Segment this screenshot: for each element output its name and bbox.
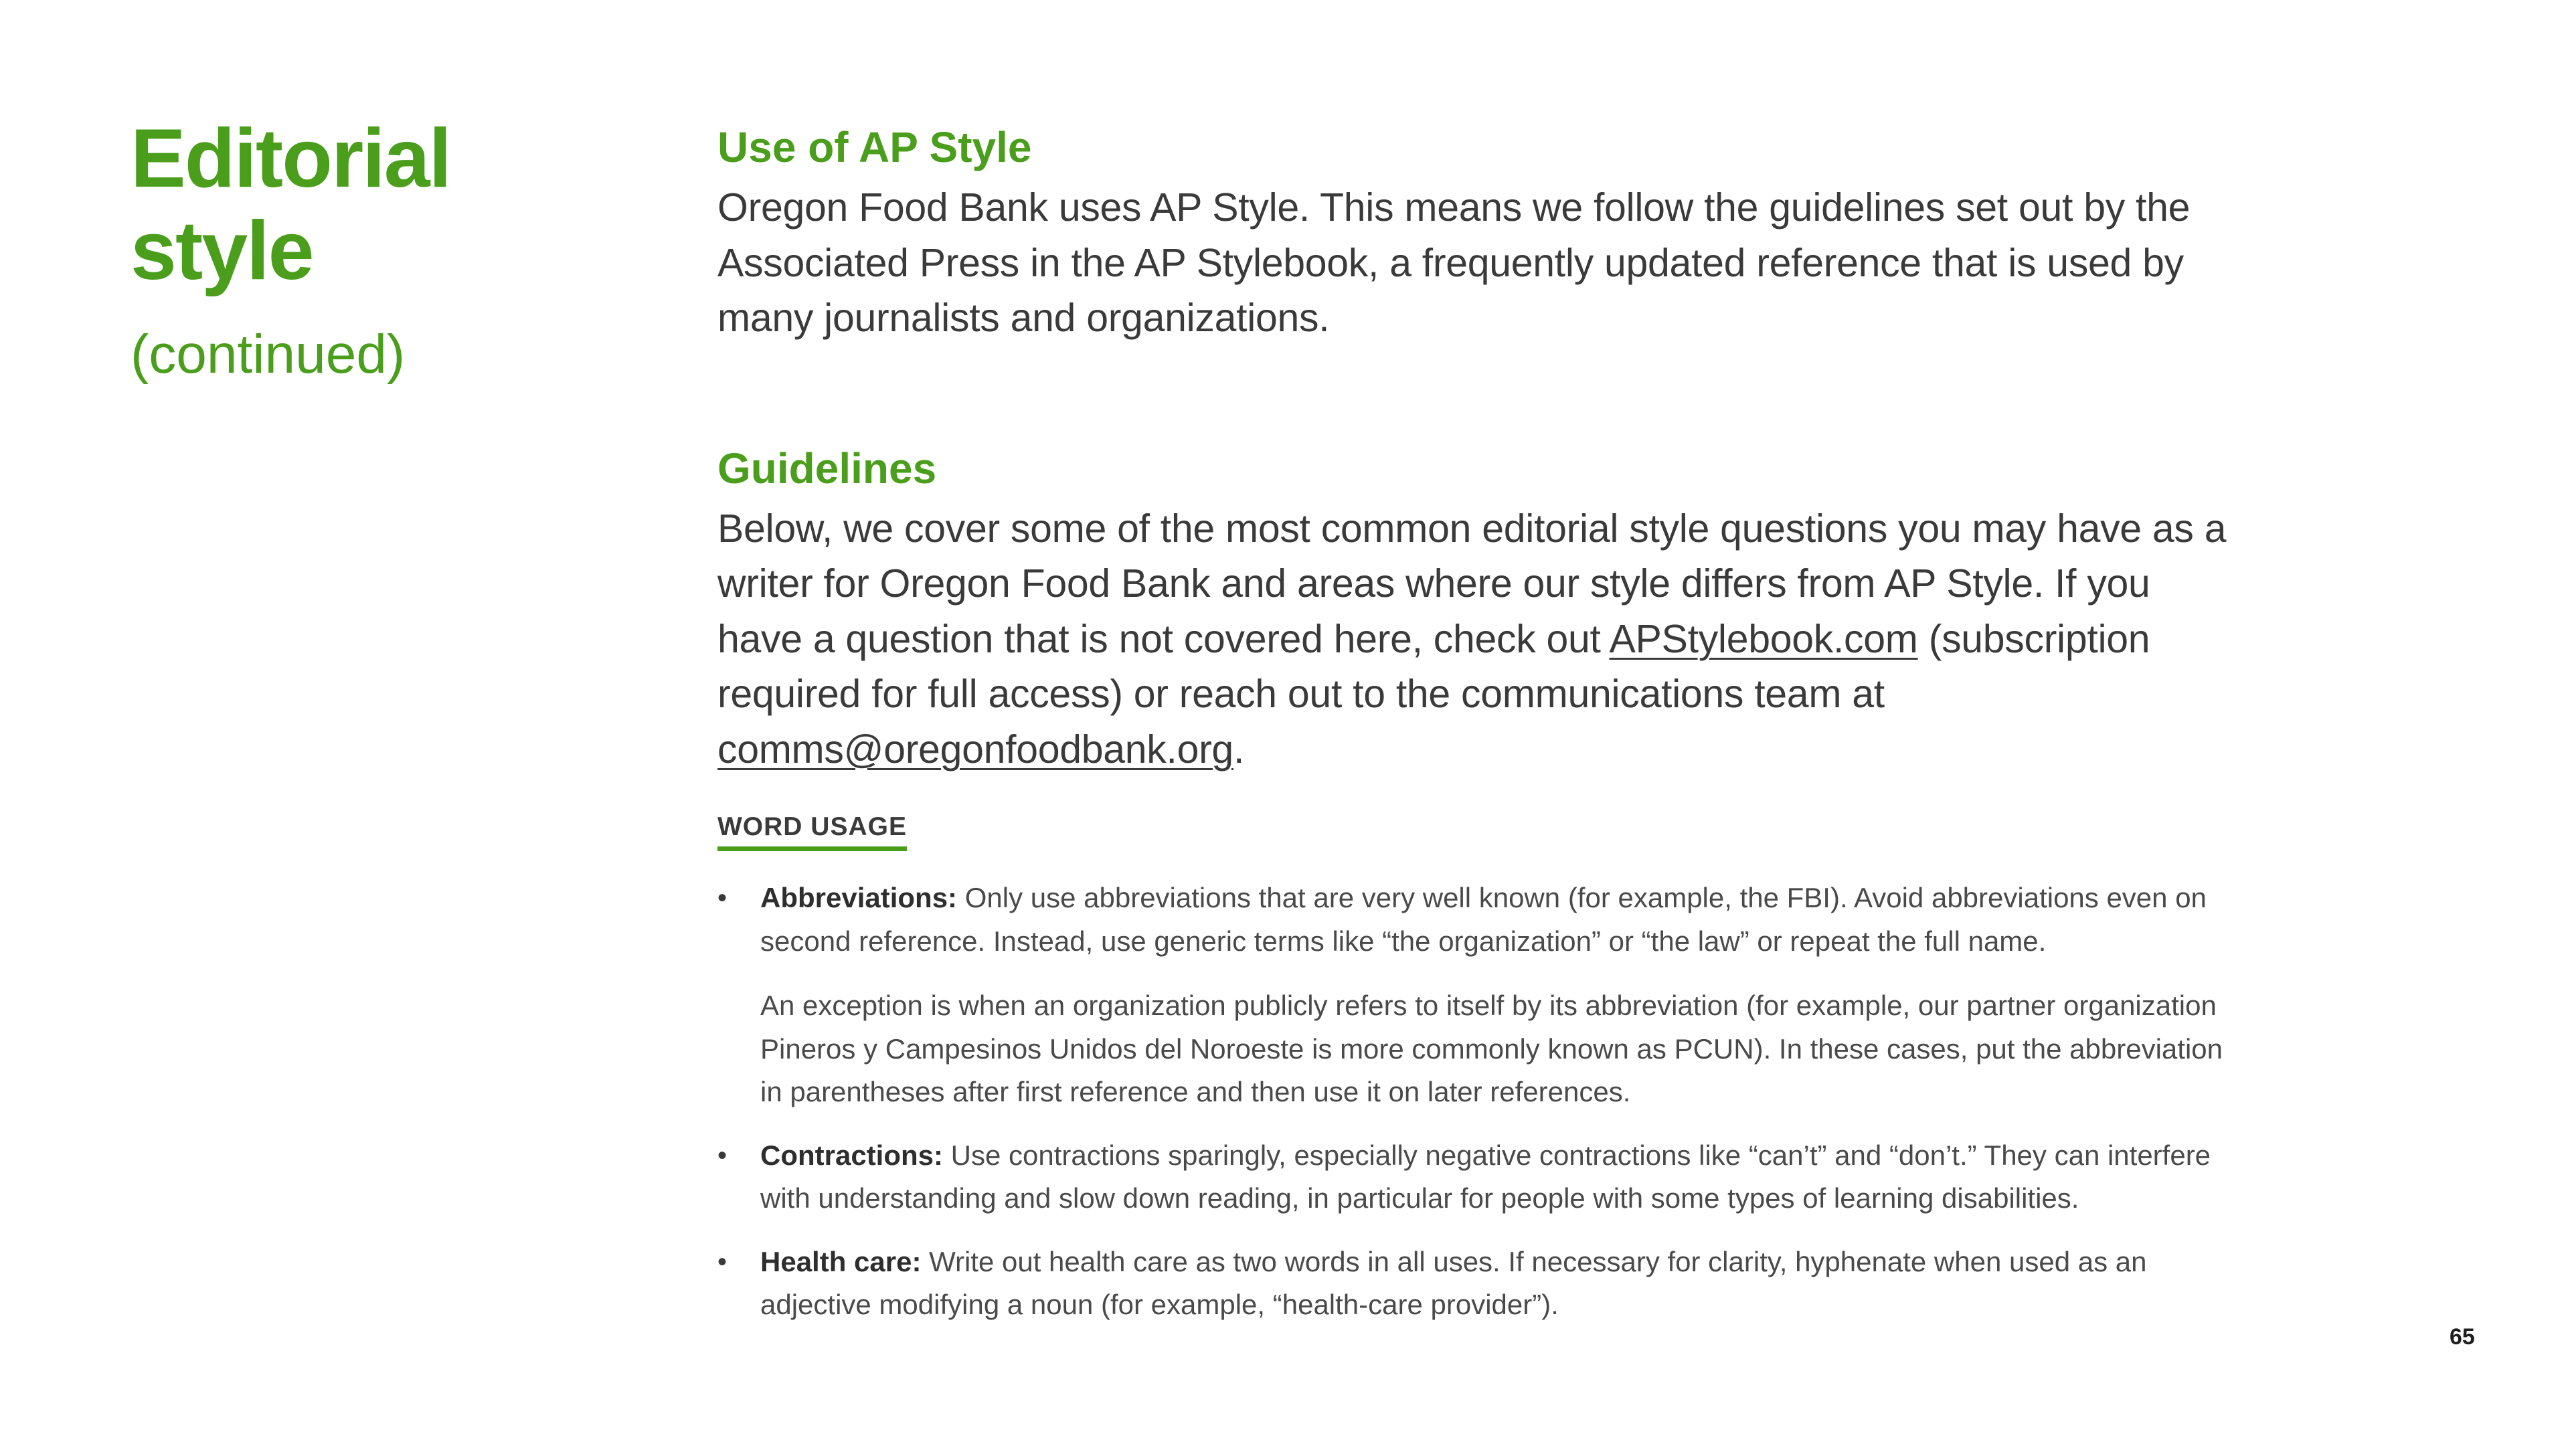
abbreviations-exception: An exception is when an organization publicly refers to itself by its abbreviation (for example, our partner organization Pineros y Campesinos Unidos del Noroeste is more commonly known as PCUN). In these cases, put the abbreviation in parentheses after first reference and then use it on later references. <box>760 990 2223 1107</box>
term-description: Use contractions sparingly, especially negative contractions like “can’t” and “don’t.” They can interfere with understanding and slow down reading, in particular for people with some types of learning disabilities. <box>760 1139 2211 1214</box>
list-item-health-care <box>717 1241 2230 1327</box>
word-usage-list <box>717 877 2230 1327</box>
guidelines-heading: Guidelines <box>717 444 937 492</box>
page-number: 65 <box>2450 1324 2475 1350</box>
guidelines-text-part1: Below, we cover some of the most common editorial style questions you may have as a writer for Oregon Food Bank and areas where our style differs from AP Style. If you have a question that is not covered here, check out <box>717 506 2227 661</box>
term-label: Contractions: <box>760 1139 943 1171</box>
term-label: Health care: <box>760 1245 922 1277</box>
ap-style-heading: Use of AP Style <box>717 123 1032 171</box>
list-item-text <box>760 1134 2230 1220</box>
page-subtitle: (continued) <box>131 324 406 385</box>
list-item-text <box>760 877 2230 963</box>
term-description: Only use abbreviations that are very well known (for example, the FBI). Avoid abbreviations even on second reference. Instead, use generic terms like “the organization” or “the law” or repeat the full name. <box>760 882 2207 957</box>
term-description: Write out health care as two words in all uses. If necessary for clarity, hyphenate when used as an adjective modifying a noun (for example, “health-care provider”). <box>760 1245 2147 1320</box>
list-item-abbreviations <box>717 877 2230 1114</box>
guidelines-body <box>717 501 2230 778</box>
bullet-icon: • <box>717 883 727 913</box>
list-item-contractions <box>717 1134 2230 1220</box>
main-content <box>717 117 2230 1347</box>
word-usage-heading: WORD USAGE <box>717 809 907 851</box>
ap-style-body: Oregon Food Bank uses AP Style. This means we follow the guidelines set out by the Associated Press in the AP Stylebook, a frequently updated reference that is used by many journalists and organizations. <box>717 185 2191 340</box>
comms-email-link[interactable]: comms@oregonfoodbank.org <box>717 727 1233 771</box>
apstylebook-link[interactable]: APStylebook.com <box>1609 616 1918 661</box>
bullet-icon: • <box>717 1247 727 1277</box>
term-label: Abbreviations: <box>760 882 958 913</box>
bullet-icon: • <box>717 1140 727 1170</box>
list-item-text <box>760 1241 2230 1327</box>
page-title: Editorial style <box>131 112 451 297</box>
guidelines-text-part3: . <box>1233 727 1245 771</box>
guidelines-text-part2: (subscription required for full access) or reach out to the communications team at <box>717 616 2150 716</box>
